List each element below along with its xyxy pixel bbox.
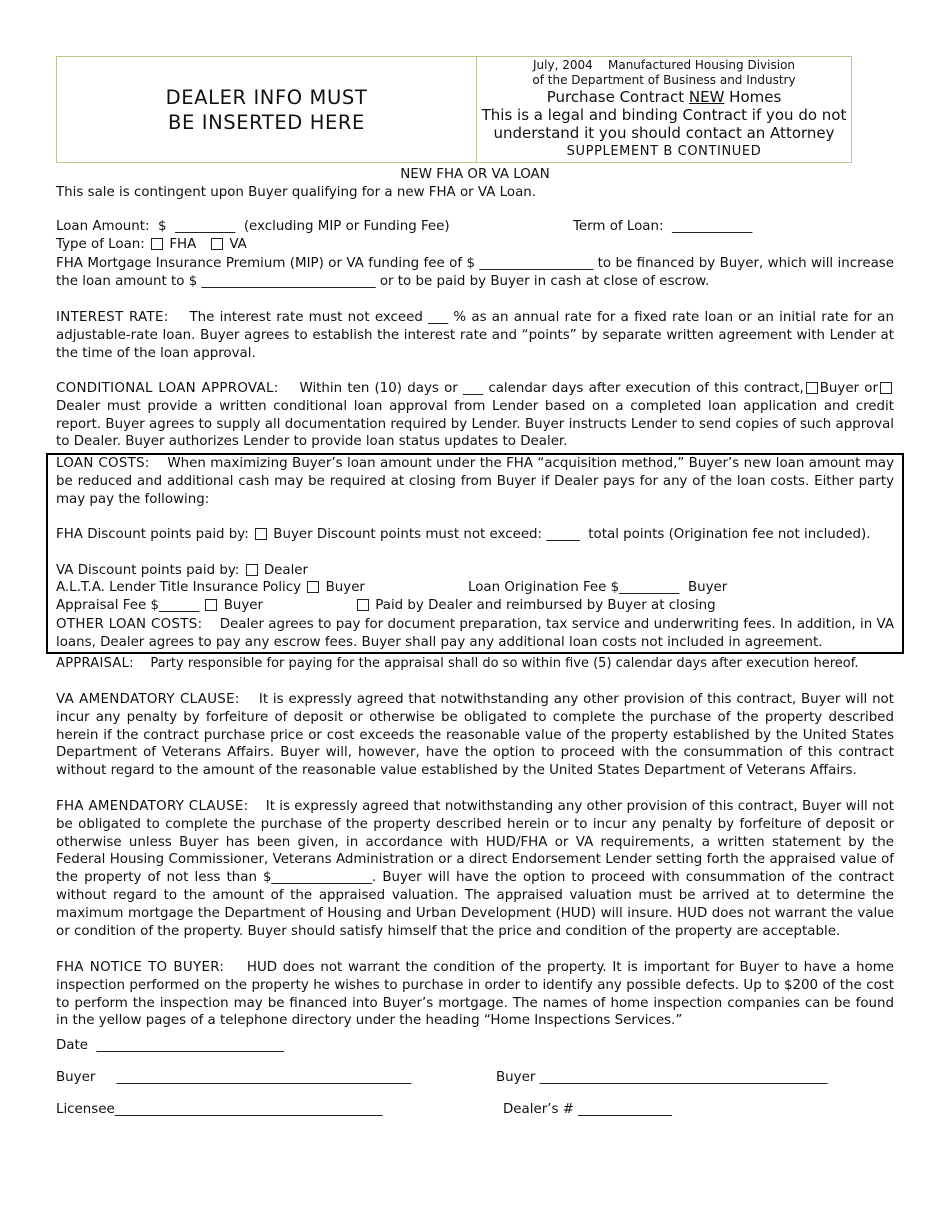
loan-costs-paragraph: LOAN COSTS: When maximizing Buyer’s loan amount under the FHA “acquisition method,” Buyer’s new loan amount may be reduced and additional cash may be required at closing from Buyer if Dealer pays for any of the loan costs. Either party may pay the following: bbox=[56, 456, 894, 507]
section-title: NEW FHA OR VA LOAN bbox=[400, 167, 550, 182]
other-loan-costs-heading: OTHER LOAN COSTS: bbox=[56, 617, 203, 632]
other-loan-costs-paragraph: OTHER LOAN COSTS: Dealer agrees to pay for document preparation, tax service and underwriting fees. In addition, in VA loans, Dealer agrees to pay any escrow fees. Buyer shall pay any additional loan costs not included in agreement. bbox=[56, 617, 894, 650]
appraisal-paragraph: APPRAISAL: Party responsible for paying for the appraisal shall do so within five (5) calendar days after execution hereof. bbox=[56, 656, 859, 671]
conditional-buyer-checkbox[interactable] bbox=[806, 382, 818, 394]
department: of the Department of Business and Industry bbox=[532, 73, 796, 87]
interest-rate-heading: INTEREST RATE: bbox=[56, 310, 169, 325]
conditional-approval-paragraph: CONDITIONAL LOAN APPROVAL: Within ten (10) days or ___ calendar days after execution of this contract, Buyer orDealer must provide a written conditional loan approval from Lender based on a completed loan application and credit report. Buyer agrees to supply all documentation required by Lender. Buyer instructs Lender to send copies of such approval to Dealer. Buyer authorizes Lender to provide loan status updates to Dealer. bbox=[56, 381, 894, 450]
fha-discount-row: FHA Discount points paid by: Buyer Discount points must not exceed: _____ total points (Origination fee not included). bbox=[56, 527, 871, 542]
supplement-label: SUPPLEMENT B CONTINUED bbox=[566, 144, 762, 159]
dealer-info-cell bbox=[57, 57, 477, 162]
new-label: NEW bbox=[688, 88, 725, 106]
paid-by-dealer-checkbox[interactable] bbox=[357, 599, 369, 611]
interest-rate-paragraph: INTEREST RATE: The interest rate must not exceed ___ % as an annual rate for a fixed rate loan or an initial rate for an adjustable-rate loan. Buyer agrees to establish the interest rate and “points” by separate written agreement with Lender at the time of the loan approval. bbox=[56, 310, 894, 361]
loan-term-field[interactable]: Term of Loan: ____________ bbox=[573, 219, 753, 234]
va-checkbox[interactable] bbox=[211, 238, 223, 250]
dealer-info-line1: DEALER INFO MUST bbox=[165, 85, 368, 109]
conditional-dealer-checkbox[interactable] bbox=[880, 382, 892, 394]
intro-text: This sale is contingent upon Buyer qualifying for a new FHA or VA Loan. bbox=[56, 185, 537, 200]
paid-by-dealer-row: Paid by Dealer and reimbursed by Buyer at closing bbox=[355, 598, 716, 613]
legal-line2: understand it you should contact an Attorney bbox=[493, 124, 835, 142]
licensee-signature[interactable]: Licensee________________________________________ bbox=[56, 1102, 383, 1117]
fha-discount-buyer-checkbox[interactable] bbox=[255, 528, 267, 540]
origination-fee-field[interactable]: Loan Origination Fee $_________ Buyer bbox=[468, 580, 728, 595]
va-clause-paragraph: VA AMENDATORY CLAUSE: It is expressly agreed that notwithstanding any other provision of this contract, Buyer will not incur any penalty by forfeiture of deposit or otherwise be obligated to complete the purchase of the property described herein if the contract purchase price or cost exceeds the reasonable value of the property established by the United States Department of Veterans Affairs. Buyer will, however, have the option to proceed with the consummation of this contract without regard to the amount of the reasonable value established by the United States Department of Veterans Affairs. bbox=[56, 692, 895, 779]
buyer-signature-1[interactable]: Buyer ____________________________________________ bbox=[56, 1070, 412, 1085]
va-clause-heading: VA AMENDATORY CLAUSE: bbox=[56, 692, 240, 707]
appraisal-buyer-checkbox[interactable] bbox=[205, 599, 217, 611]
dealer-number-field[interactable]: Dealer’s # ______________ bbox=[503, 1102, 672, 1117]
fha-clause-paragraph: FHA AMENDATORY CLAUSE: It is expressly agreed that notwithstanding any other provision of this contract, Buyer will not be obligated to complete the purchase of the property described herein or to incur any penalty by forfeiture of deposit or otherwise unless Buyer has been given, in accordance with HUD/FHA or VA requirements, a written statement by the Federal Housing Commissioner, Veterans Administration or a direct Endorsement Lender setting forth the appraised value of the property of not less than $_______________. Buyer will have the option to proceed with consummation of the contract without regard to the amount of the appraised valuation. The appraised valuation must be arrived at to determine the maximum mortgage the Department of Housing and Urban Development (HUD) will insure. HUD does not warrant the value or condition of the property. Buyer should satisfy himself that the price and condition of the property are acceptable. bbox=[56, 799, 895, 939]
va-discount-row: VA Discount points paid by: Dealer bbox=[56, 563, 309, 578]
dealer-info-line2: BE INSERTED HERE bbox=[168, 110, 365, 134]
alta-row: A.L.T.A. Lender Title Insurance Policy Buyer bbox=[56, 580, 365, 595]
fha-checkbox[interactable] bbox=[151, 238, 163, 250]
contract-info-cell bbox=[477, 57, 851, 162]
fha-clause-heading: FHA AMENDATORY CLAUSE: bbox=[56, 799, 249, 814]
conditional-heading: CONDITIONAL LOAN APPROVAL: bbox=[56, 381, 279, 396]
header-box bbox=[56, 56, 852, 163]
fha-notice-paragraph: FHA NOTICE TO BUYER: HUD does not warrant the condition of the property. It is important for Buyer to have a home inspection performed on the property he wishes to purchase in order to identify any possible defects. Up to $200 of the cost to perform the inspection may be financed into Buyer’s mortgage. The names of home inspection companies can be found in the yellow pages of a telephone directory under the heading “Home Inspections Services.” bbox=[56, 960, 895, 1029]
fha-notice-heading: FHA NOTICE TO BUYER: bbox=[56, 960, 225, 975]
date-division: July, 2004 Manufactured Housing Division bbox=[532, 58, 796, 72]
legal-line1: This is a legal and binding Contract if you do not bbox=[481, 106, 847, 124]
loan-costs-heading: LOAN COSTS: bbox=[56, 456, 150, 471]
loan-amount-field[interactable]: Loan Amount: $ _________ (excluding MIP or Funding Fee) bbox=[56, 219, 450, 234]
appraisal-fee-row: Appraisal Fee $______ Buyer bbox=[56, 598, 264, 613]
mip-paragraph: FHA Mortgage Insurance Premium (MIP) or VA funding fee of $ _________________ to be financed by Buyer, which will increase the loan amount to $ __________________________ or to be paid by Buyer in cash at close of escrow. bbox=[56, 256, 894, 289]
date-field[interactable]: Date ____________________________ bbox=[56, 1038, 284, 1053]
loan-type-row: Type of Loan: FHA VA bbox=[56, 237, 247, 252]
contract-title: Purchase Contract NEW Homes bbox=[546, 88, 782, 106]
buyer-signature-2[interactable]: Buyer ___________________________________________ bbox=[496, 1070, 828, 1085]
va-discount-dealer-checkbox[interactable] bbox=[246, 564, 258, 576]
alta-buyer-checkbox[interactable] bbox=[307, 581, 319, 593]
appraisal-heading: APPRAISAL: bbox=[56, 656, 134, 671]
